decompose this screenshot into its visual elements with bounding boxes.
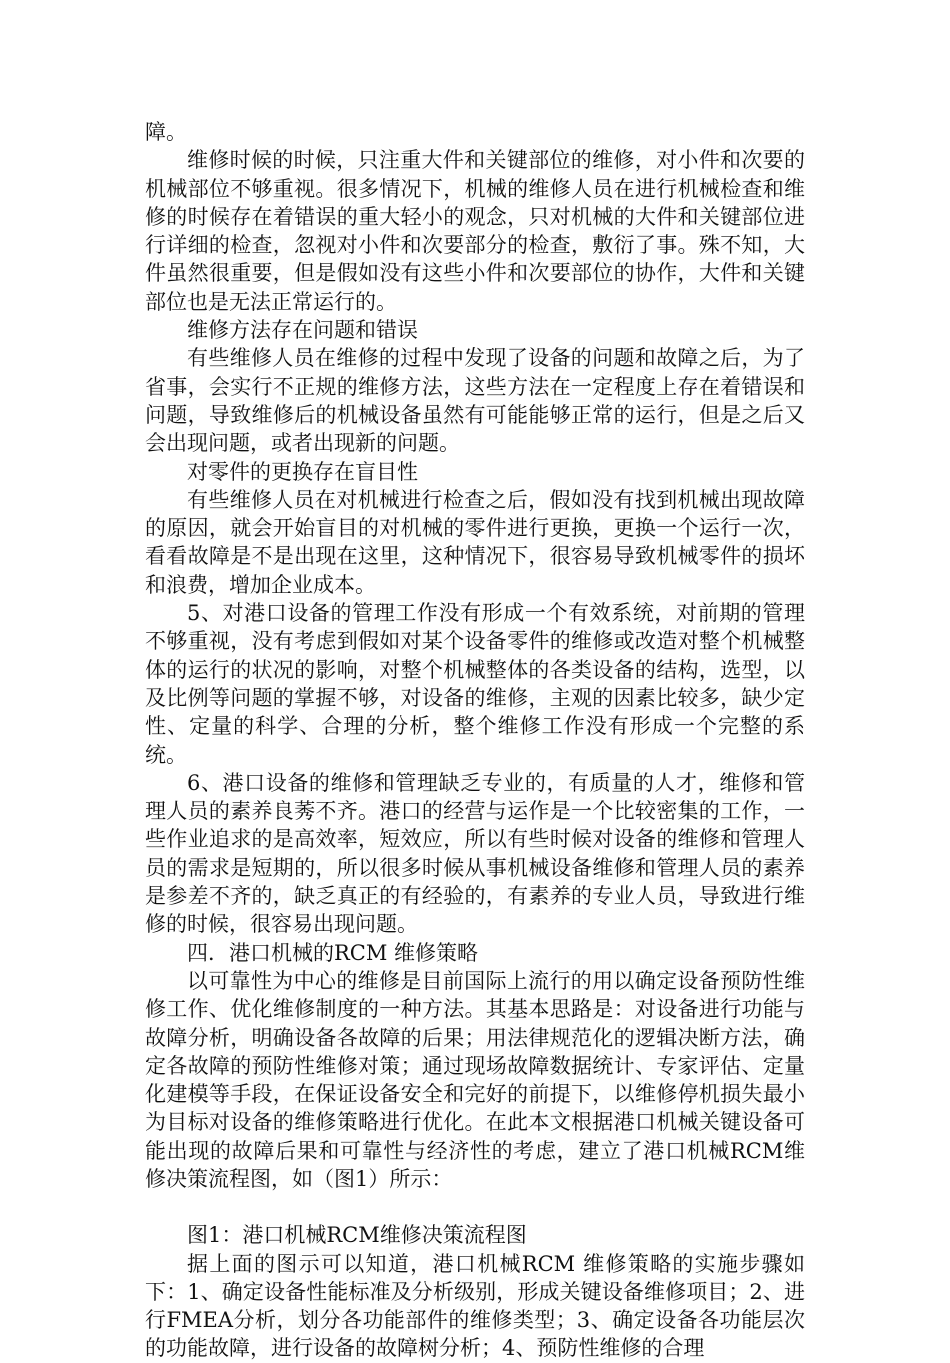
paragraph-repair-methods: 有些维修人员在维修的过程中发现了设备的问题和故障之后，为了省事，会实行不正规的维修方法，这些方法在一定程度上存在着错误和问题，导致维修后的机械设备虽然有可能能够正常的运行，但是之后又会出现问题，或者出现新的问题。 bbox=[145, 346, 805, 456]
figure-caption: 图1：港口机械RCM维修决策流程图 bbox=[187, 1223, 527, 1248]
paragraph-small-parts: 维修时候的时候，只注重大件和关键部位的维修，对小件和次要的机械部位不够重视。很多情况下，机械的维修人员在进行机械检查和维修的时候存在着错误的重大轻小的观念，只对机械的大件和关键部位进行详细的检查，忽视对小件和次要部分的检查，敷衍了事。殊不知，大件虽然很重要，但是假如没有这些小件和次要部位的协作，大件和关键部位也是无法正常运行的。 bbox=[145, 148, 805, 314]
paragraph-steps: 据上面的图示可以知道，港口机械RCM 维修策略的实施步骤如下：1、确定设备性能标准及分析级别，形成关键设备维修项目；2、进行FMEA分析，划分各功能部件的维修类型；3、确定设备各功能层次的功能故障，进行设备的故障树分析；4、预防性维修的合理 bbox=[145, 1251, 805, 1361]
paragraph-item-5: 5、对港口设备的管理工作没有形成一个有效系统，对前期的管理不够重视，没有考虑到假如对某个设备零件的维修或改造对整个机械整体的运行的状况的影响，对整个机械整体的各类设备的结构，选型，以及比例等问题的掌握不够，对设备的维修，主观的因素比较多，缺少定性、定量的科学、合理的分析，整个维修工作没有形成一个完整的系统。 bbox=[145, 601, 805, 767]
paragraph-rcm: 以可靠性为中心的维修是目前国际上流行的用以确定设备预防性维修工作、优化维修制度的一种方法。其基本思路是：对设备进行功能与故障分析，明确设备各故障的后果；用法律规范化的逻辑决断方法，确定各故障的预防性维修对策；通过现场故障数据统计、专家评估、定量化建模等手段，在保证设备安全和完好的前提下，以维修停机损失最小为目标对设备的维修策略进行优化。在此本文根据港口机械关键设备可能出现的故障后果和可靠性与经济性的考虑，建立了港口机械RCM维修决策流程图，如（图1）所示： bbox=[145, 968, 805, 1191]
document-body bbox=[145, 118, 805, 1363]
heading-part-replacement: 对零件的更换存在盲目性 bbox=[187, 459, 418, 484]
heading-repair-methods: 维修方法存在问题和错误 bbox=[187, 318, 418, 343]
section-heading-rcm: 四．港口机械的RCM 维修策略 bbox=[187, 940, 479, 965]
blank-line bbox=[145, 1193, 805, 1221]
paragraph-item-6: 6、港口设备的维修和管理缺乏专业的，有质量的人才，维修和管理人员的素养良莠不齐。港口的经营与运作是一个比较密集的工作，一些作业追求的是高效率，短效应，所以有些时候对设备的维修和管理人员的需求是短期的，所以很多时候从事机械设备维修和管理人员的素养是参差不齐的，缺乏真正的有经验的，有素养的专业人员，导致进行维修的时候，很容易出现问题。 bbox=[145, 770, 805, 937]
paragraph-part-replacement: 有些维修人员在对机械进行检查之后，假如没有找到机械出现故障的原因，就会开始盲目的对机械的零件进行更换，更换一个运行一次，看看故障是不是出现在这里，这种情况下，很容易导致机械零件的损坏和浪费，增加企业成本。 bbox=[145, 487, 805, 597]
paragraph-continued: 障。 bbox=[145, 120, 187, 144]
